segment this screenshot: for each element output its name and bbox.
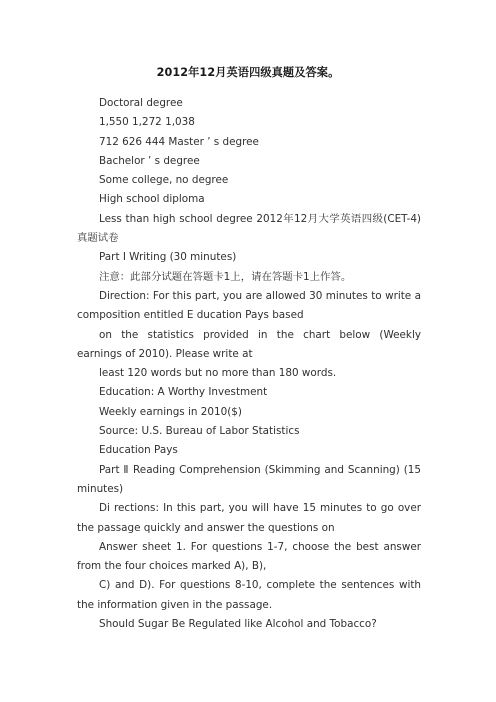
paragraph: 712 626 444 Master ’ s degree	[99, 135, 259, 148]
paragraph: Doctoral degree	[99, 97, 183, 109]
paragraph: Source: U.S. Bureau of Labor Statistics	[99, 425, 300, 438]
paragraph: Bachelor ’ s degree	[99, 154, 200, 167]
paragraph: 1,550 1,272 1,038	[99, 116, 195, 129]
paragraph: High school diploma	[99, 193, 205, 206]
paragraph: Di rections: In this part, you will have 15 minutes to go over the passage quickly and answer the questions on	[77, 502, 421, 534]
section-heading: Part Ⅱ Reading Comprehension (Skimming and Scanning) (15 minutes)	[77, 463, 421, 495]
paragraph: Less than high school degree 2012年12月大学英语四级(CET-4)真题试卷	[77, 212, 421, 245]
document-body	[77, 94, 421, 634]
document-title: 2012年12月英语四级真题及答案。	[156, 66, 340, 79]
paragraph: Should Sugar Be Regulated like Alcohol and Tobacco?	[99, 618, 377, 631]
paragraph: on the statistics provided in the chart below (Weekly earnings of 2010). Please write at	[77, 328, 421, 360]
paragraph: Answer sheet 1. For questions 1-7, choose the best answer from the four choices marked A), B),	[77, 540, 421, 573]
paragraph: Weekly earnings in 2010($)	[99, 405, 242, 418]
paragraph: Education: A Worthy Investment	[99, 386, 268, 399]
section-heading: Part Ⅰ Writing (30 minutes)	[99, 251, 237, 264]
paragraph: Education Pays	[99, 444, 178, 457]
paragraph: Some college, no degree	[99, 174, 229, 187]
paragraph: least 120 words but no more than 180 words.	[99, 367, 337, 380]
paragraph: 注意：此部分试题在答题卡1上，请在答题卡1上作答。	[99, 270, 352, 283]
paragraph: C) and D). For questions 8-10, complete the sentences with the information given in the passage.	[77, 579, 421, 611]
paragraph: Direction: For this part, you are allowed 30 minutes to write a composition entitled E ducation Pays based	[77, 289, 421, 322]
